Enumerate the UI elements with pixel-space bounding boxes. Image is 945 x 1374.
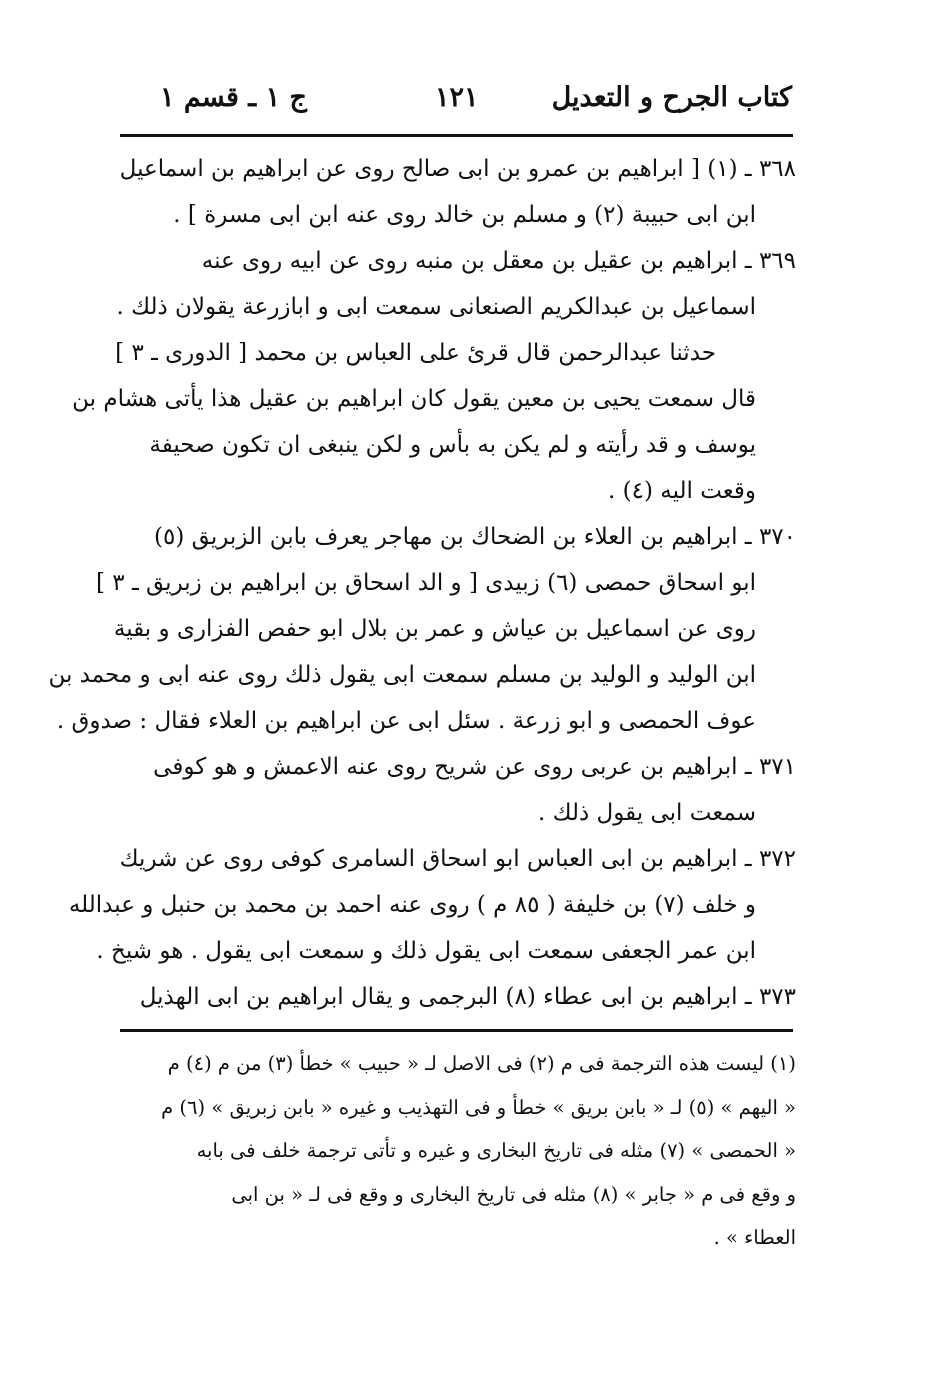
- text-line: ٣٧٢ ـ ابراهيم بن ابى العباس ابو اسحاق السامرى كوفى روى عن شريك: [119, 846, 796, 872]
- text-line: روى عن اسماعيل بن عياش و عمر بن بلال ابو حفص الفزارى و بقية: [113, 616, 756, 642]
- text-line: و خلف (٧) بن خليفة ( ٨٥ م ) روى عنه احمد بن محمد بن حنبل و عبدالله: [68, 892, 756, 918]
- page-header: [120, 82, 792, 128]
- footnote-rule: [120, 1029, 793, 1032]
- text-line: عوف الحمصى و ابو زرعة . سئل ابى عن ابراهيم بن العلاء فقال : صدوق .: [56, 708, 756, 734]
- text-line: ٣٧١ ـ ابراهيم بن عربى روى عن شريح روى عنه الاعمش و هو كوفى: [153, 754, 796, 780]
- text-line: ابو اسحاق حمصى (٦) زبيدى [ و الد اسحاق بن ابراهيم بن زبريق ـ ٣ ]: [95, 570, 756, 596]
- footnote-line: « الحمصى » (٧) مثله فى تاريخ البخارى و غيره و تأتى ترجمة خلف فى بابه: [196, 1139, 796, 1162]
- text-line: حدثنا عبدالرحمن قال قرئ على العباس بن محمد [ الدورى ـ ٣ ]: [115, 340, 716, 366]
- text-line: اسماعيل بن عبدالكريم الصنعانى سمعت ابى و ابازرعة يقولان ذلك .: [116, 294, 756, 320]
- volume-part: ج ١ ـ قسم ١: [160, 82, 307, 113]
- text-line: ٣٦٨ ـ (١) [ ابراهيم بن عمرو بن ابى صالح روى عن ابراهيم بن اسماعيل: [119, 156, 796, 182]
- footnote-line: « اليهم » (٥) لـ « بابن بريق » خطأ و فى التهذيب و غيره « بابن زبريق » (٦) م: [161, 1095, 796, 1119]
- header-rule: [120, 134, 793, 137]
- text-line: ابن الوليد و الوليد بن مسلم سمعت ابى يقول ذلك روى عنه ابى و محمد بن: [48, 662, 756, 688]
- text-line: ٣٧٣ ـ ابراهيم بن ابى عطاء (٨) البرجمى و يقال ابراهيم بن ابى الهذيل: [139, 984, 796, 1010]
- footnotes: [120, 1042, 796, 1260]
- footnote-line: و وقع فى م « جابر » (٨) مثله فى تاريخ البخارى و وقع فى لـ « بن ابى: [231, 1182, 796, 1206]
- text-line: قال سمعت يحيى بن معين يقول كان ابراهيم بن عقيل هذا يأتى هشام بن: [72, 386, 756, 412]
- text-line: ٣٦٩ ـ ابراهيم بن عقيل بن معقل بن منبه روى عن ابيه روى عنه: [201, 248, 796, 274]
- text-line: ابن عمر الجعفى سمعت ابى يقول ذلك و سمعت ابى يقول . هو شيخ .: [96, 938, 756, 964]
- main-text: [48, 146, 796, 1020]
- page-number: ١٢١: [435, 82, 479, 113]
- footnote-line: العطاء » .: [713, 1226, 796, 1249]
- text-line: ٣٧٠ ـ ابراهيم بن العلاء بن الضحاك بن مهاجر يعرف بابن الزبريق (٥): [154, 524, 796, 550]
- book-title: كتاب الجرح و التعديل: [551, 82, 792, 113]
- text-line: ابن ابى حبيبة (٢) و مسلم بن خالد روى عنه ابن ابى مسرة ] .: [173, 202, 756, 228]
- footnote-line: (١) ليست هذه الترجمة فى م (٢) فى الاصل لـ « حبيب » خطأ (٣) من م (٤) م: [167, 1052, 796, 1075]
- text-line: سمعت ابى يقول ذلك .: [537, 800, 756, 826]
- text-line: وقعت اليه (٤) .: [607, 478, 756, 504]
- text-line: يوسف و قد رأيته و لم يكن به بأس و لكن ينبغى ان تكون صحيفة: [149, 432, 756, 458]
